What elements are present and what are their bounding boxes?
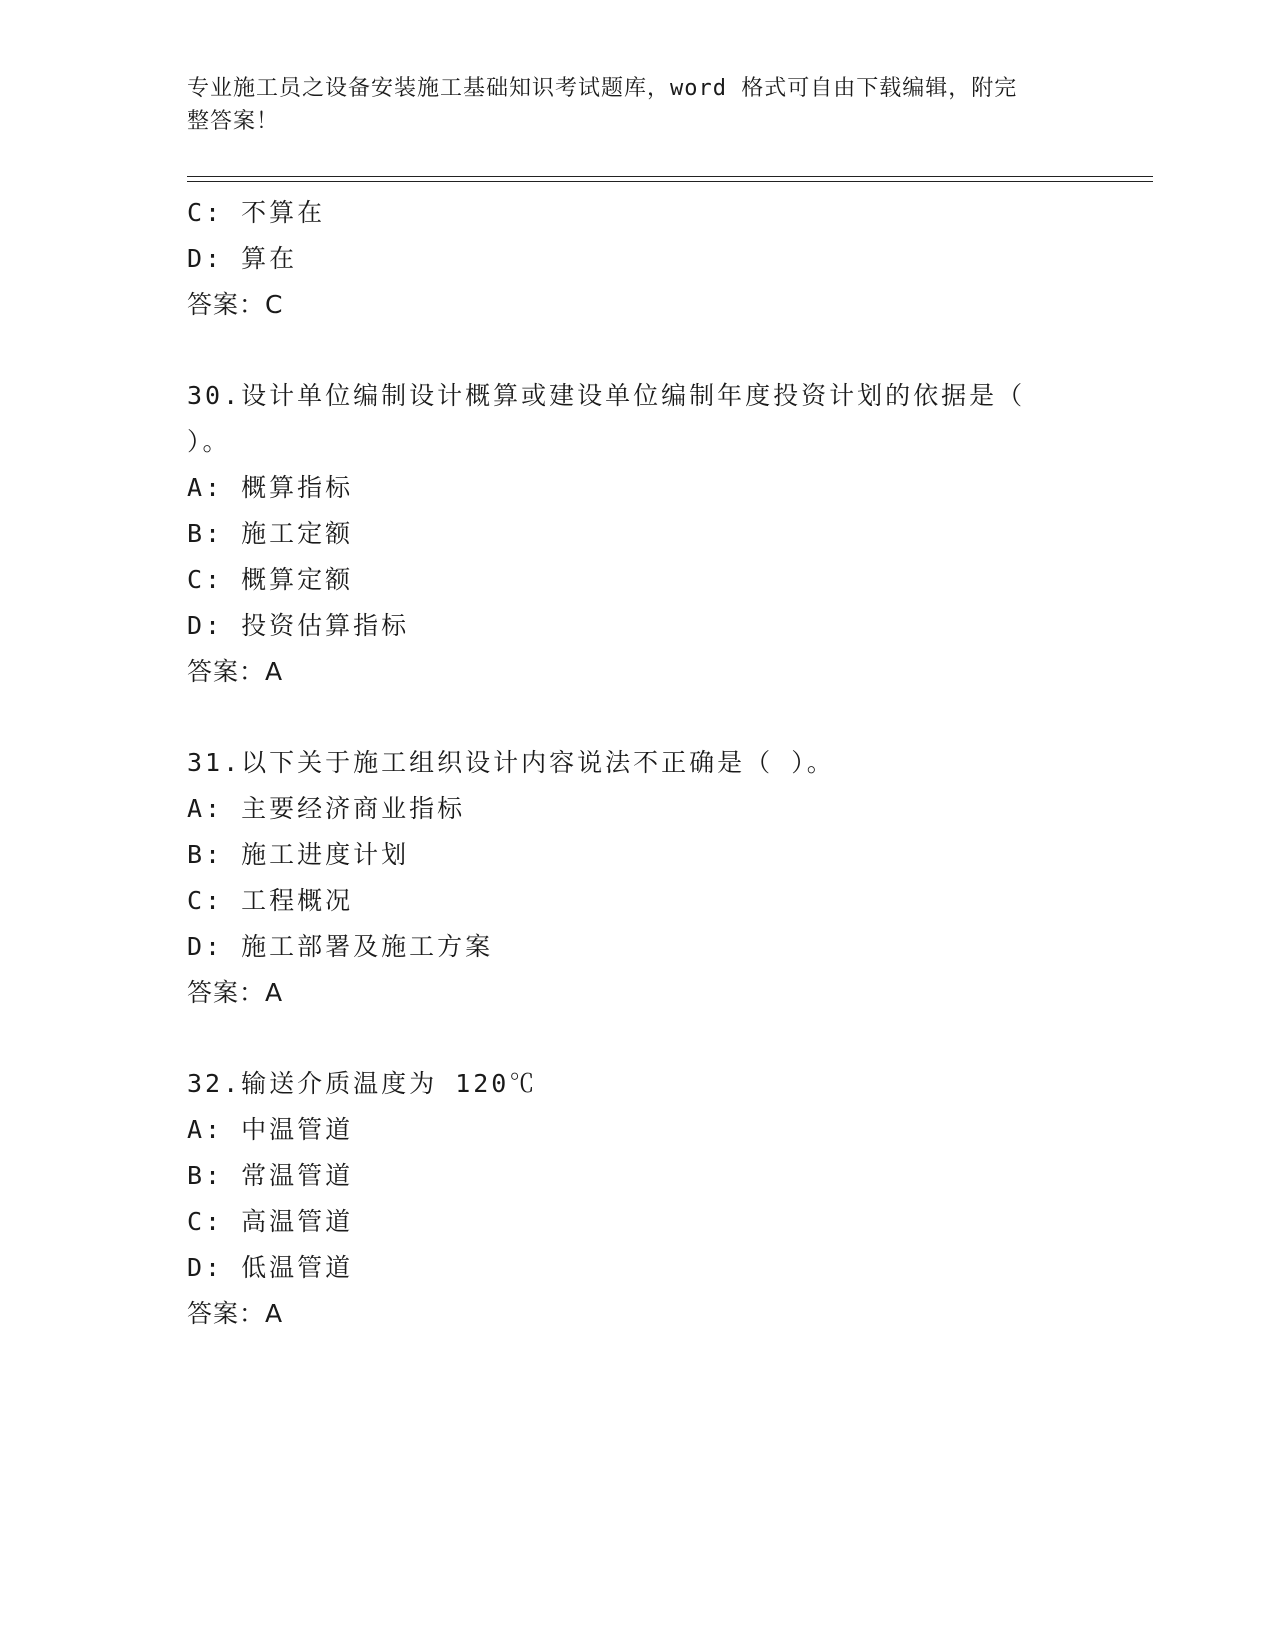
option-label: A: xyxy=(187,794,224,823)
answer-line: 答案：A xyxy=(187,657,284,686)
answer-line: 答案：C xyxy=(187,290,284,319)
question-stem: 30.设计单位编制设计概算或建设单位编制年度投资计划的依据是（ xyxy=(187,381,1026,410)
option-label: C: xyxy=(187,1207,224,1236)
option-a xyxy=(187,1107,1087,1153)
header-line-1: 专业施工员之设备安装施工基础知识考试题库，word 格式可自由下载编辑，附完 xyxy=(187,76,1018,101)
option-d xyxy=(187,924,1087,970)
option-b xyxy=(187,832,1087,878)
question-stem: 31.以下关于施工组织设计内容说法不正确是（ ）。 xyxy=(187,748,835,777)
option-text: 低温管道 xyxy=(241,1253,354,1282)
option-text: 常温管道 xyxy=(241,1161,354,1190)
option-d xyxy=(187,603,1087,649)
option-text: 施工部署及施工方案 xyxy=(241,932,494,961)
option-label: D: xyxy=(187,611,224,640)
question-32 xyxy=(187,1061,1087,1337)
option-text: 施工定额 xyxy=(241,519,354,548)
document-body xyxy=(187,190,1087,1337)
option-text: 投资估算指标 xyxy=(241,611,410,640)
page-header xyxy=(187,72,1067,138)
option-label: D: xyxy=(187,244,224,273)
option-label: C: xyxy=(187,886,224,915)
option-text: 中温管道 xyxy=(241,1115,354,1144)
question-30 xyxy=(187,373,1087,695)
option-text: 施工进度计划 xyxy=(241,840,410,869)
option-label: B: xyxy=(187,840,224,869)
option-label: A: xyxy=(187,1115,224,1144)
option-c xyxy=(187,878,1087,924)
option-b xyxy=(187,511,1087,557)
option-b xyxy=(187,1153,1087,1199)
question-stem: 32.输送介质温度为 120℃ xyxy=(187,1069,538,1098)
option-text: 高温管道 xyxy=(241,1207,354,1236)
header-divider-bottom xyxy=(187,181,1153,182)
option-d xyxy=(187,236,1087,282)
option-text: 算在 xyxy=(241,244,298,273)
option-label: A: xyxy=(187,473,224,502)
question-29-continuation xyxy=(187,190,1087,328)
option-label: C: xyxy=(187,198,224,227)
header-line-2: 整答案！ xyxy=(187,109,280,134)
option-label: C: xyxy=(187,565,224,594)
option-label: D: xyxy=(187,1253,224,1282)
option-text: 工程概况 xyxy=(241,886,354,915)
option-text: 概算指标 xyxy=(241,473,354,502)
option-text: 概算定额 xyxy=(241,565,354,594)
option-label: D: xyxy=(187,932,224,961)
answer-line: 答案：A xyxy=(187,978,284,1007)
option-c xyxy=(187,190,1087,236)
answer-line: 答案：A xyxy=(187,1299,284,1328)
option-label: B: xyxy=(187,1161,224,1190)
option-a xyxy=(187,465,1087,511)
option-c xyxy=(187,557,1087,603)
option-text: 主要经济商业指标 xyxy=(241,794,466,823)
option-d xyxy=(187,1245,1087,1291)
question-31 xyxy=(187,740,1087,1016)
option-text: 不算在 xyxy=(241,198,326,227)
option-c xyxy=(187,1199,1087,1245)
question-stem-continued: ）。 xyxy=(187,427,231,456)
option-a xyxy=(187,786,1087,832)
option-label: B: xyxy=(187,519,224,548)
header-divider-top xyxy=(187,176,1153,177)
